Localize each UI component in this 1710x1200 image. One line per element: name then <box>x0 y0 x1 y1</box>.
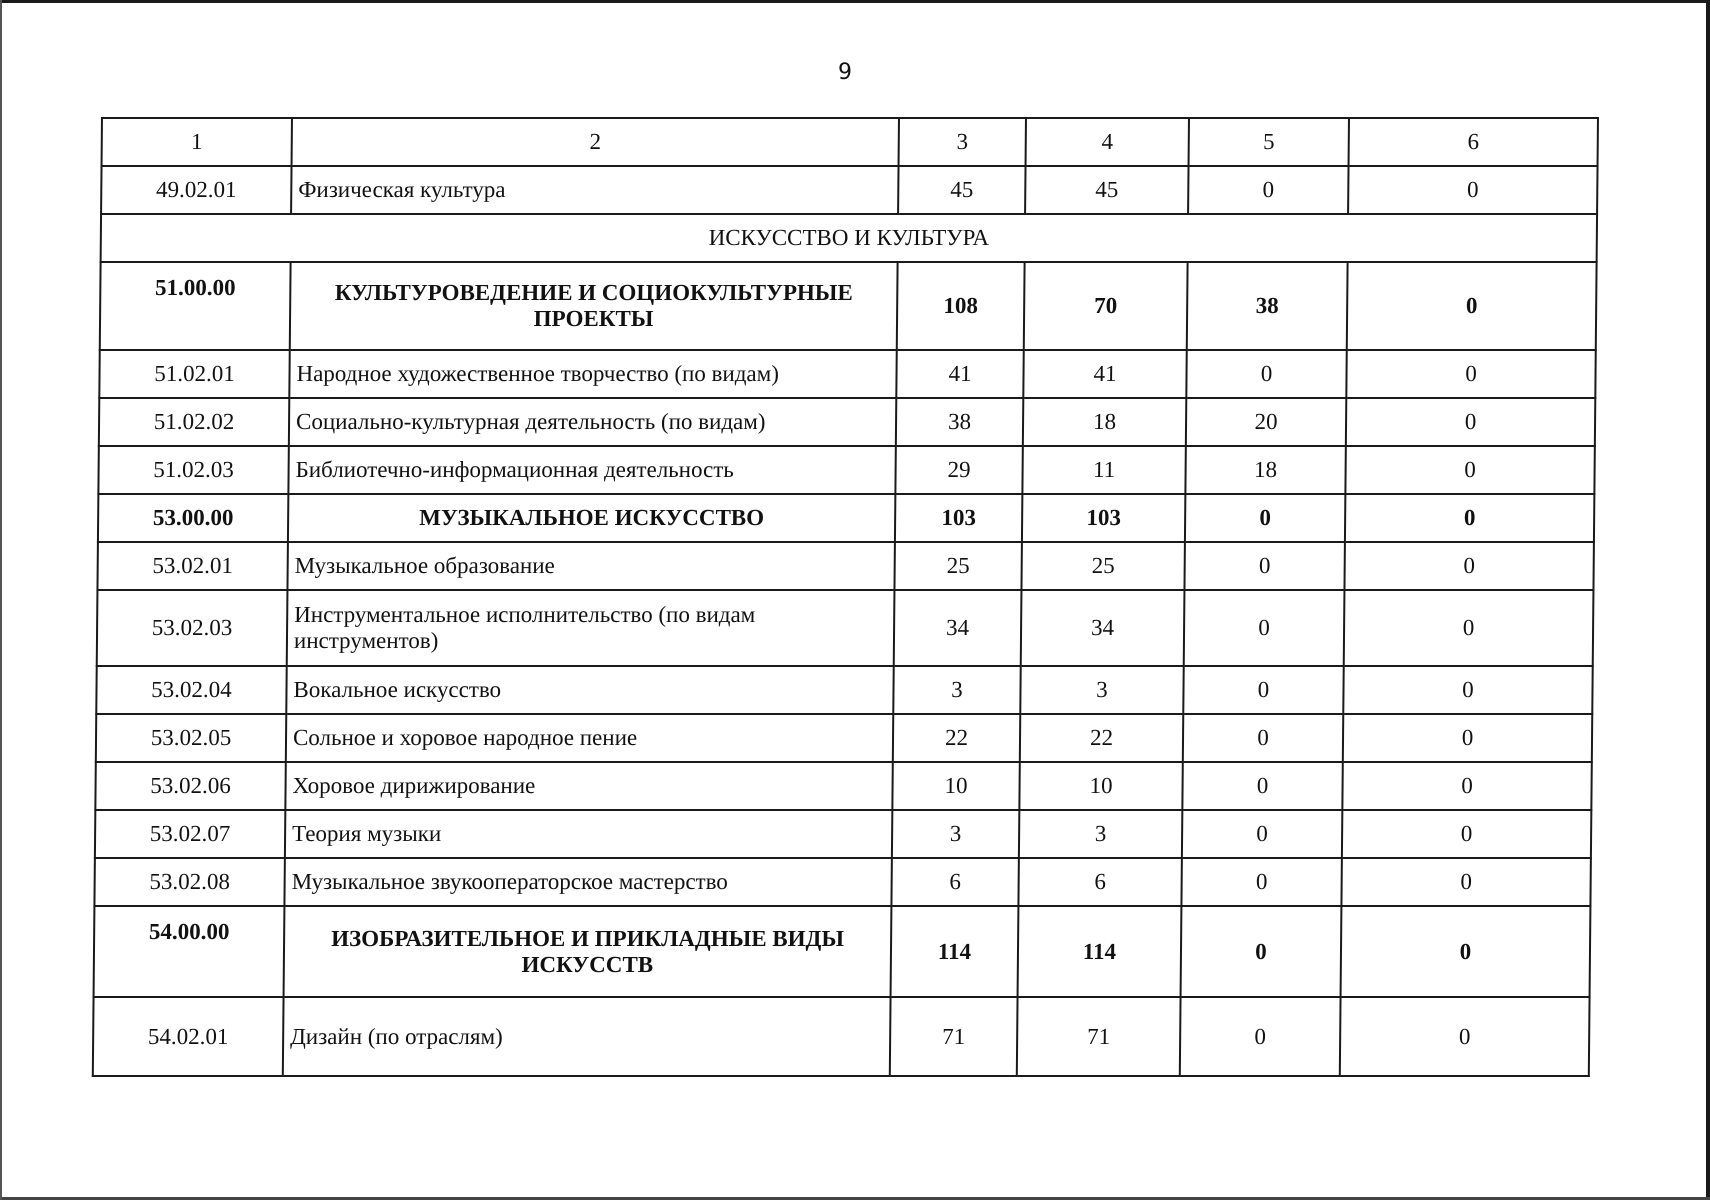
col6-cell: 0 <box>1344 590 1594 666</box>
section-row <box>101 214 1597 262</box>
page-border-top <box>0 0 1710 3</box>
col5-cell: 0 <box>1182 762 1342 810</box>
col4-cell: 25 <box>1021 542 1184 590</box>
table-row <box>99 398 1595 446</box>
code-cell: 51.02.01 <box>99 350 289 398</box>
code-cell: 49.02.01 <box>101 166 291 214</box>
col3-cell: 6 <box>891 858 1018 906</box>
name-cell: Инструментальное исполнительство (по видам инструментов) <box>287 590 895 666</box>
col6-cell: 0 <box>1345 446 1594 494</box>
col5-cell: 18 <box>1185 446 1345 494</box>
name-cell: КУЛЬТУРОВЕДЕНИЕ И СОЦИОКУЛЬТУРНЫЕ ПРОЕКТЫ <box>290 262 898 350</box>
col4-cell: 6 <box>1018 858 1181 906</box>
table-row <box>95 810 1591 858</box>
col6-cell: 0 <box>1343 714 1592 762</box>
header-cell: 5 <box>1189 118 1349 166</box>
col5-cell: 38 <box>1187 262 1348 350</box>
code-cell: 51.02.03 <box>98 446 288 494</box>
page-border-right <box>1706 0 1710 1200</box>
header-cell: 4 <box>1026 118 1189 166</box>
code-cell: 51.00.00 <box>100 262 291 350</box>
col5-cell: 0 <box>1181 906 1342 997</box>
col6-cell: 0 <box>1348 166 1597 214</box>
col4-cell: 3 <box>1020 666 1183 714</box>
code-cell: 54.00.00 <box>94 906 285 997</box>
name-cell: ИЗОБРАЗИТЕЛЬНОЕ И ПРИКЛАДНЫЕ ВИДЫ ИСКУССТВ <box>284 906 892 997</box>
name-cell: МУЗЫКАЛЬНОЕ ИСКУССТВО <box>288 494 895 542</box>
col4-cell: 11 <box>1022 446 1185 494</box>
col5-cell: 0 <box>1184 542 1344 590</box>
col5-cell: 0 <box>1180 997 1341 1076</box>
col6-cell: 0 <box>1343 666 1592 714</box>
col3-cell: 45 <box>898 166 1025 214</box>
col4-cell: 3 <box>1019 810 1182 858</box>
col4-cell: 34 <box>1021 590 1185 666</box>
name-cell: Народное художественное творчество (по видам) <box>289 350 896 398</box>
col3-cell: 10 <box>892 762 1019 810</box>
table-row <box>97 542 1593 590</box>
col3-cell: 38 <box>896 398 1023 446</box>
col6-cell: 0 <box>1341 906 1591 997</box>
header-cell: 6 <box>1349 118 1598 166</box>
header-cell: 3 <box>899 118 1026 166</box>
name-cell: Сольное и хоровое народное пение <box>286 714 893 762</box>
page-number: 9 <box>838 60 852 85</box>
name-cell: Вокальное искусство <box>286 666 893 714</box>
name-cell: Библиотечно-информационная деятельность <box>288 446 895 494</box>
table-row <box>97 590 1594 666</box>
col4-cell: 103 <box>1022 494 1185 542</box>
table-row <box>99 350 1595 398</box>
group-row <box>98 494 1594 542</box>
col3-cell: 34 <box>894 590 1022 666</box>
table-row <box>94 858 1590 906</box>
col4-cell: 45 <box>1025 166 1188 214</box>
col4-cell: 22 <box>1020 714 1183 762</box>
name-cell: Музыкальное образование <box>287 542 894 590</box>
section-title: ИСКУССТВО И КУЛЬТУРА <box>101 214 1597 262</box>
page-border-left <box>0 0 2 1200</box>
table-row <box>95 762 1591 810</box>
table-row <box>96 714 1592 762</box>
col3-cell: 25 <box>894 542 1021 590</box>
col6-cell: 0 <box>1345 494 1594 542</box>
col4-cell: 70 <box>1024 262 1188 350</box>
col4-cell: 18 <box>1023 398 1186 446</box>
col5-cell: 0 <box>1185 494 1345 542</box>
name-cell: Социально-культурная деятельность (по видам) <box>289 398 896 446</box>
col6-cell: 0 <box>1341 858 1590 906</box>
name-cell: Дизайн (по отраслям) <box>283 997 891 1076</box>
specialties-table <box>92 117 1599 1077</box>
code-cell: 53.02.07 <box>95 810 285 858</box>
col6-cell: 0 <box>1347 262 1597 350</box>
col6-cell: 0 <box>1342 810 1591 858</box>
col3-cell: 41 <box>896 350 1023 398</box>
col3-cell: 3 <box>892 810 1019 858</box>
name-cell: Физическая культура <box>291 166 898 214</box>
col5-cell: 0 <box>1183 714 1343 762</box>
group-row <box>94 906 1591 997</box>
code-cell: 54.02.01 <box>93 997 284 1076</box>
col3-cell: 71 <box>890 997 1018 1076</box>
code-cell: 53.02.01 <box>97 542 287 590</box>
col3-cell: 114 <box>891 906 1019 997</box>
col3-cell: 29 <box>895 446 1022 494</box>
col3-cell: 103 <box>895 494 1022 542</box>
header-cell: 2 <box>292 118 899 166</box>
col3-cell: 22 <box>893 714 1020 762</box>
col4-cell: 41 <box>1023 350 1186 398</box>
table-row <box>96 666 1592 714</box>
col3-cell: 108 <box>897 262 1025 350</box>
col5-cell: 0 <box>1188 166 1348 214</box>
col6-cell: 0 <box>1346 398 1595 446</box>
col5-cell: 0 <box>1182 810 1342 858</box>
code-cell: 53.02.05 <box>96 714 286 762</box>
code-cell: 53.02.04 <box>96 666 286 714</box>
col6-cell: 0 <box>1346 350 1595 398</box>
col5-cell: 0 <box>1186 350 1346 398</box>
col5-cell: 0 <box>1184 590 1345 666</box>
col5-cell: 0 <box>1183 666 1343 714</box>
code-cell: 53.02.06 <box>95 762 285 810</box>
name-cell: Теория музыки <box>285 810 892 858</box>
code-cell: 51.02.02 <box>99 398 289 446</box>
code-cell: 53.00.00 <box>98 494 288 542</box>
name-cell: Хоровое дирижирование <box>285 762 892 810</box>
col6-cell: 0 <box>1342 762 1591 810</box>
col6-cell: 0 <box>1340 997 1590 1076</box>
table-row <box>98 446 1594 494</box>
col4-cell: 114 <box>1018 906 1182 997</box>
col5-cell: 0 <box>1181 858 1341 906</box>
col5-cell: 20 <box>1186 398 1346 446</box>
col4-cell: 71 <box>1017 997 1181 1076</box>
table-row <box>93 997 1590 1076</box>
header-cell: 1 <box>102 118 292 166</box>
code-cell: 53.02.08 <box>94 858 284 906</box>
code-cell: 53.02.03 <box>97 590 288 666</box>
name-cell: Музыкальное звукооператорское мастерство <box>284 858 891 906</box>
col4-cell: 10 <box>1019 762 1182 810</box>
table-row <box>101 166 1597 214</box>
col6-cell: 0 <box>1344 542 1593 590</box>
table-header-row <box>102 118 1598 166</box>
group-row <box>100 262 1597 350</box>
col3-cell: 3 <box>893 666 1020 714</box>
